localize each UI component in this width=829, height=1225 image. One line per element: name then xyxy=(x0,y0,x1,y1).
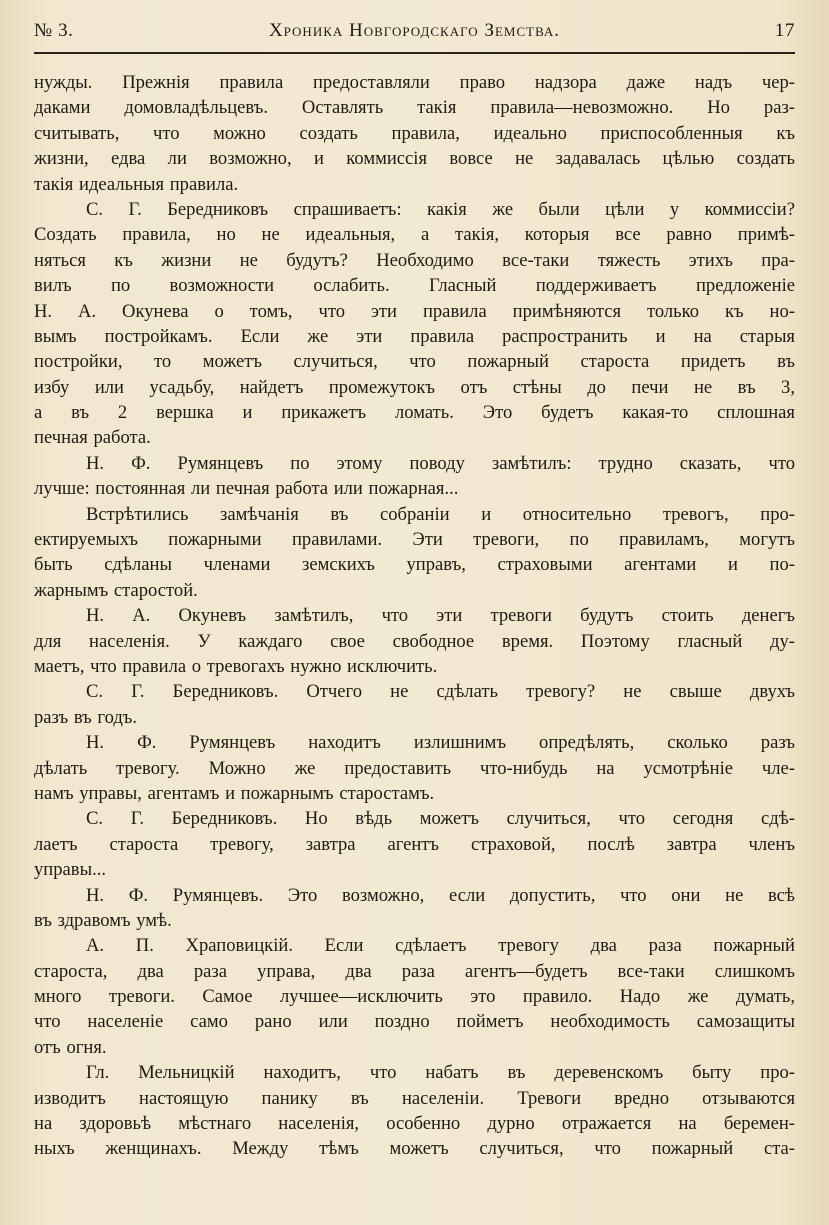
text-line: избу или усадьбу, найдетъ промежутокъ отъ стѣны до печи не въ 3, xyxy=(34,376,795,398)
text-line: на здоровьѣ мѣстнаго населенія, особенно дурно отражается на беремен- xyxy=(34,1113,795,1135)
text-line: С. Г. Бередниковъ. Отчего не сдѣлать тревогу? не свыше двухъ xyxy=(86,681,795,703)
text-line: Встрѣтились замѣчанія въ собраніи и относительно тревогъ, про- xyxy=(86,503,795,525)
text-line: С. Г. Бередниковъ. Но вѣдь можетъ случиться, что сегодня сдѣ- xyxy=(86,808,795,830)
text-line: вымъ постройкамъ. Если же эти правила распространить и на старыя xyxy=(34,325,795,347)
text-line: управы... xyxy=(34,859,107,881)
text-line: такія идеальныя правила. xyxy=(34,173,239,195)
text-line: староста, два раза управа, два раза агентъ—будетъ все-таки слишкомъ xyxy=(34,960,795,982)
text-line: считывать, что можно создать правила, идеально приспособленныя къ xyxy=(34,122,795,144)
text-line: Н. Ф. Румянцевъ находитъ излишнимъ опредѣлять, сколько разъ xyxy=(86,732,795,754)
text-line: Н. А. Окуневъ замѣтилъ, что эти тревоги будутъ стоить денегъ xyxy=(86,605,795,627)
text-line: быть сдѣланы членами земскихъ управъ, страховыми агентами и по- xyxy=(34,554,795,576)
paragraph xyxy=(34,730,795,806)
text-line: Создать правила, но не идеальныя, а такія, которыя все равно примѣ- xyxy=(34,224,795,246)
journal-title: Хроника Новгородскаго Земства. xyxy=(268,20,561,41)
paragraph xyxy=(34,1060,795,1162)
text-line: лаетъ староста тревогу, завтра агентъ страховой, послѣ завтра членъ xyxy=(34,833,795,855)
text-line: постройки, то можетъ случиться, что пожарный староста придетъ въ xyxy=(34,351,795,373)
text-line: въ здравомъ умѣ. xyxy=(34,909,172,931)
text-line: даками домовладѣльцевъ. Оставлять такія правила—невозможно. Но раз- xyxy=(34,97,795,119)
text-line: жизни, едва ли возможно, и коммиссія вовсе не задавалась цѣлью создать xyxy=(34,148,795,170)
paragraph xyxy=(34,70,795,197)
text-line: вилъ по возможности ослабить. Гласный поддерживаетъ предложеніе xyxy=(34,275,795,297)
text-line: Н. Ф. Румянцевъ. Это возможно, если допустить, что они не всѣ xyxy=(86,884,795,906)
paragraph xyxy=(34,502,795,604)
paragraph xyxy=(34,933,795,1060)
text-line: отъ огня. xyxy=(34,1036,107,1058)
text-line: лучше: постоянная ли печная работа или пожарная... xyxy=(34,478,459,500)
text-line: ныхъ женщинахъ. Между тѣмъ можетъ случиться, что пожарный ста- xyxy=(34,1138,795,1160)
header-rule xyxy=(34,52,795,54)
text-line: печная работа. xyxy=(34,427,151,449)
issue-number: № 3. xyxy=(34,20,74,41)
text-line: А. П. Храповицкій. Если сдѣлаетъ тревогу два раза пожарный xyxy=(86,935,795,957)
text-line: много тревоги. Самое лучшее—исключить это правило. Надо же думать, xyxy=(34,986,795,1008)
text-line: нужды. Прежнія правила предоставляли право надзора даже надъ чер- xyxy=(34,72,795,93)
page-number: 17 xyxy=(774,20,795,41)
running-header xyxy=(34,20,795,50)
paragraph xyxy=(34,603,795,679)
text-line: разъ въ годъ. xyxy=(34,706,138,728)
paragraph xyxy=(34,451,795,502)
text-line: Н. А. Окунева о томъ, что эти правила примѣняются только къ но- xyxy=(34,300,795,322)
body-text xyxy=(34,70,795,1162)
text-line: С. Г. Бередниковъ спрашиваетъ: какія же были цѣли у коммиссіи? xyxy=(86,198,795,220)
text-line: Н. Ф. Румянцевъ по этому поводу замѣтилъ: трудно сказать, что xyxy=(86,452,795,474)
text-line: намъ управы, агентамъ и пожарнымъ старостамъ. xyxy=(34,782,435,804)
text-line: маетъ, что правила о тревогахъ нужно исключить. xyxy=(34,655,438,677)
text-line: Гл. Мельницкій находитъ, что набатъ въ деревенскомъ быту про- xyxy=(86,1062,795,1084)
text-line: что населеніе само рано или поздно пойметъ необходимость самозащиты xyxy=(34,1011,795,1033)
paragraph xyxy=(34,806,795,882)
paragraph xyxy=(34,679,795,730)
text-line: а въ 2 вершка и прикажетъ ломать. Это будетъ какая-то сплошная xyxy=(34,402,795,424)
text-line: дѣлать тревогу. Можно же предоставить что-нибудь на усмотрѣніе чле- xyxy=(34,757,795,779)
text-line: для населенія. У каждаго свое свободное время. Поэтому гласный ду- xyxy=(34,630,795,652)
text-line: изводитъ настоящую панику въ населеніи. Тревоги вредно отзываются xyxy=(34,1087,795,1109)
text-line: ектируемыхъ пожарными правилами. Эти тревоги, по правиламъ, могутъ xyxy=(34,529,795,551)
paragraph xyxy=(34,883,795,934)
paragraph xyxy=(34,197,795,451)
text-line: жарнымъ старостой. xyxy=(34,579,198,601)
text-line: няться къ жизни не будутъ? Необходимо все-таки тяжесть этихъ пра- xyxy=(34,249,795,271)
